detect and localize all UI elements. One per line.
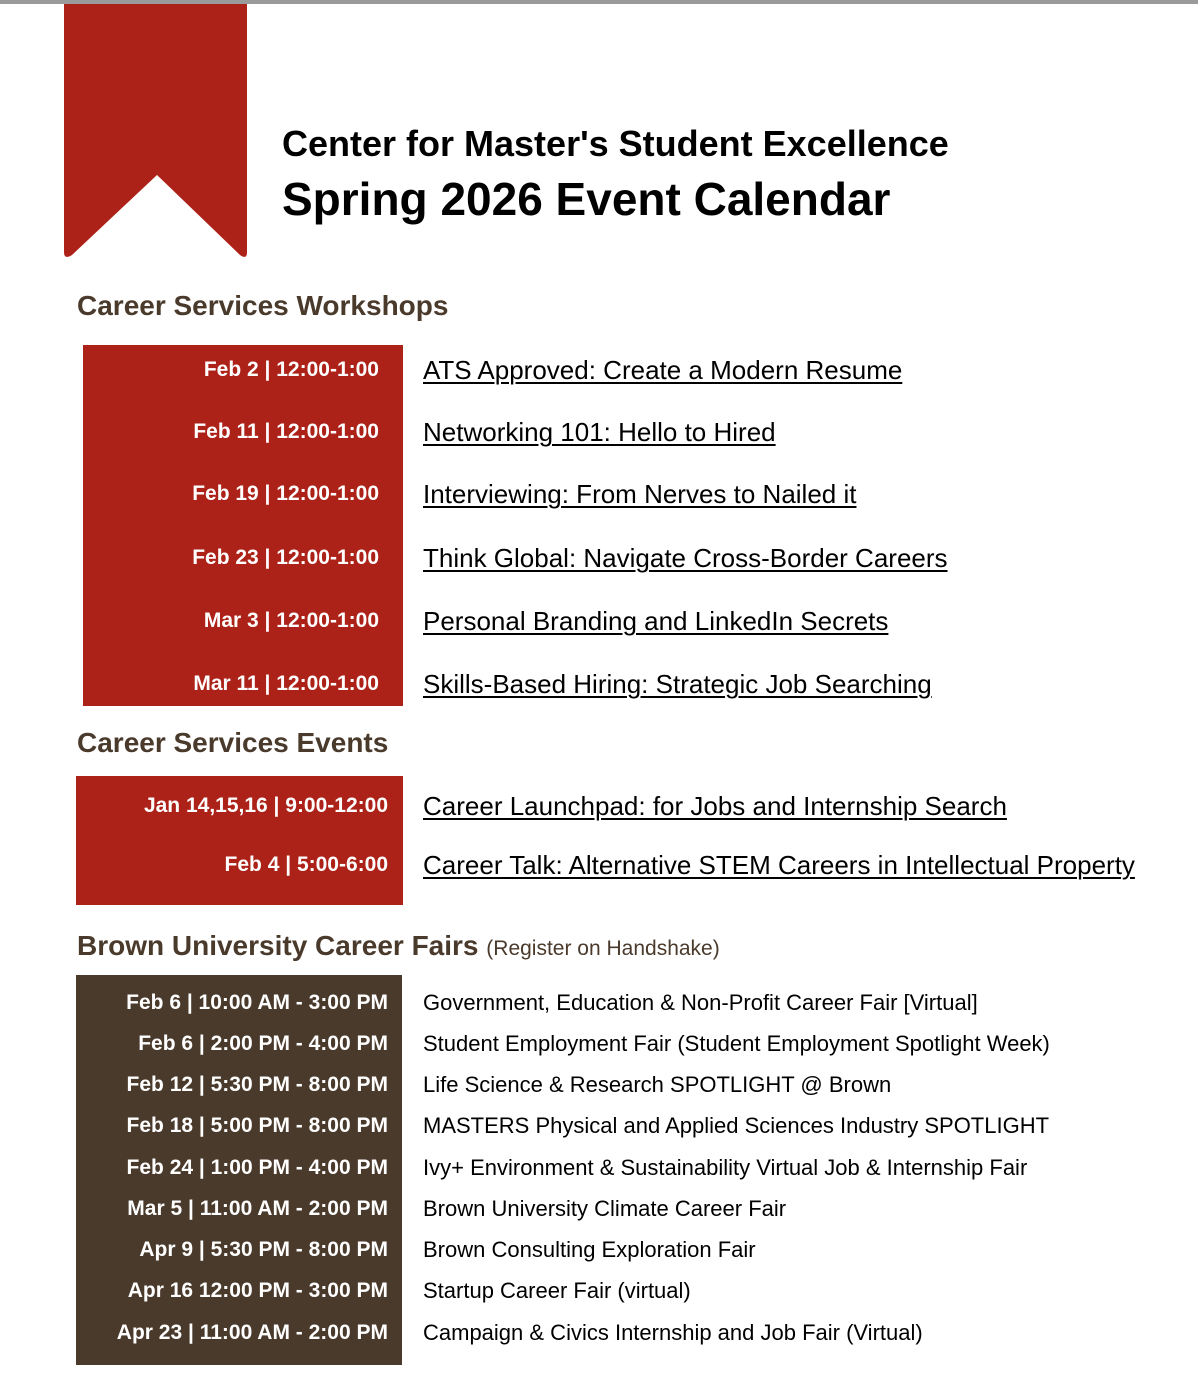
fair-row <box>0 1108 1198 1144</box>
fair-title: Student Employment Fair (Student Employment Spotlight Week) <box>423 1031 1050 1056</box>
fair-date: Apr 9 | 5:30 PM - 8:00 PM <box>139 1238 388 1261</box>
fair-row <box>0 1232 1198 1268</box>
fair-date: Feb 18 | 5:00 PM - 8:00 PM <box>126 1114 388 1137</box>
fair-title: Brown Consulting Exploration Fair <box>423 1237 756 1262</box>
fair-title: Ivy+ Environment & Sustainability Virtual Job & Internship Fair <box>423 1155 1028 1180</box>
workshop-link[interactable]: Networking 101: Hello to Hired <box>423 417 776 447</box>
fair-row <box>0 1315 1198 1351</box>
workshop-date: Mar 3 | 12:00-1:00 <box>203 609 379 632</box>
fair-date: Feb 24 | 1:00 PM - 4:00 PM <box>126 1156 388 1179</box>
event-row <box>0 788 1198 824</box>
bookmark-ribbon-icon <box>64 4 247 260</box>
workshop-link[interactable]: ATS Approved: Create a Modern Resume <box>423 355 903 385</box>
workshop-link[interactable]: Think Global: Navigate Cross-Border Careers <box>423 543 948 573</box>
workshop-row <box>0 414 1198 450</box>
fair-title: MASTERS Physical and Applied Sciences Industry SPOTLIGHT <box>423 1113 1050 1138</box>
fair-title: Campaign & Civics Internship and Job Fair (Virtual) <box>423 1320 923 1345</box>
fair-date: Apr 16 12:00 PM - 3:00 PM <box>127 1279 388 1302</box>
page-title: Spring 2026 Event Calendar <box>282 173 891 225</box>
workshop-row <box>0 666 1198 702</box>
workshop-link[interactable]: Personal Branding and LinkedIn Secrets <box>423 606 889 636</box>
fair-row <box>0 1273 1198 1309</box>
workshops-date-block <box>83 345 403 706</box>
fair-date: Apr 23 | 11:00 AM - 2:00 PM <box>116 1321 388 1344</box>
workshop-date: Feb 11 | 12:00-1:00 <box>193 420 379 443</box>
workshop-row <box>0 603 1198 639</box>
events-section-title: Career Services Events <box>77 727 389 758</box>
fair-row <box>0 985 1198 1021</box>
fairs-section-title <box>77 929 720 966</box>
fair-row <box>0 1150 1198 1186</box>
workshop-row <box>0 352 1198 388</box>
event-link[interactable]: Career Talk: Alternative STEM Careers in Intellectual Property <box>423 850 1135 880</box>
workshop-link[interactable]: Skills-Based Hiring: Strategic Job Searching <box>423 669 932 699</box>
fairs-section-note: (Register on Handshake) <box>486 937 720 960</box>
event-date: Feb 4 | 5:00-6:00 <box>224 853 388 876</box>
workshops-section-title: Career Services Workshops <box>77 290 449 321</box>
fair-title: Startup Career Fair (virtual) <box>423 1278 691 1303</box>
fair-row <box>0 1067 1198 1103</box>
workshop-date: Feb 19 | 12:00-1:00 <box>192 482 379 505</box>
fair-date: Feb 12 | 5:30 PM - 8:00 PM <box>126 1073 388 1096</box>
fair-row <box>0 1026 1198 1062</box>
workshop-row <box>0 540 1198 576</box>
fair-date: Mar 5 | 11:00 AM - 2:00 PM <box>127 1197 388 1220</box>
fair-date: Feb 6 | 2:00 PM - 4:00 PM <box>138 1032 388 1055</box>
event-link[interactable]: Career Launchpad: for Jobs and Internship Search <box>423 791 1007 821</box>
workshop-date: Feb 2 | 12:00-1:00 <box>203 358 379 381</box>
workshop-date: Feb 23 | 12:00-1:00 <box>192 546 379 569</box>
fair-date: Feb 6 | 10:00 AM - 3:00 PM <box>126 991 388 1014</box>
fair-row <box>0 1191 1198 1227</box>
workshop-date: Mar 11 | 12:00-1:00 <box>193 672 379 695</box>
fairs-section-title-text: Brown University Career Fairs <box>77 930 479 961</box>
fair-title: Government, Education & Non-Profit Career Fair [Virtual] <box>423 990 978 1015</box>
workshop-link[interactable]: Interviewing: From Nerves to Nailed it <box>423 479 857 509</box>
organization-name: Center for Master's Student Excellence <box>282 123 949 164</box>
fair-title: Life Science & Research SPOTLIGHT @ Brown <box>423 1072 892 1097</box>
workshop-row <box>0 476 1198 512</box>
event-row <box>0 847 1198 883</box>
event-date: Jan 14,15,16 | 9:00-12:00 <box>143 794 388 817</box>
fair-title: Brown University Climate Career Fair <box>423 1196 787 1221</box>
